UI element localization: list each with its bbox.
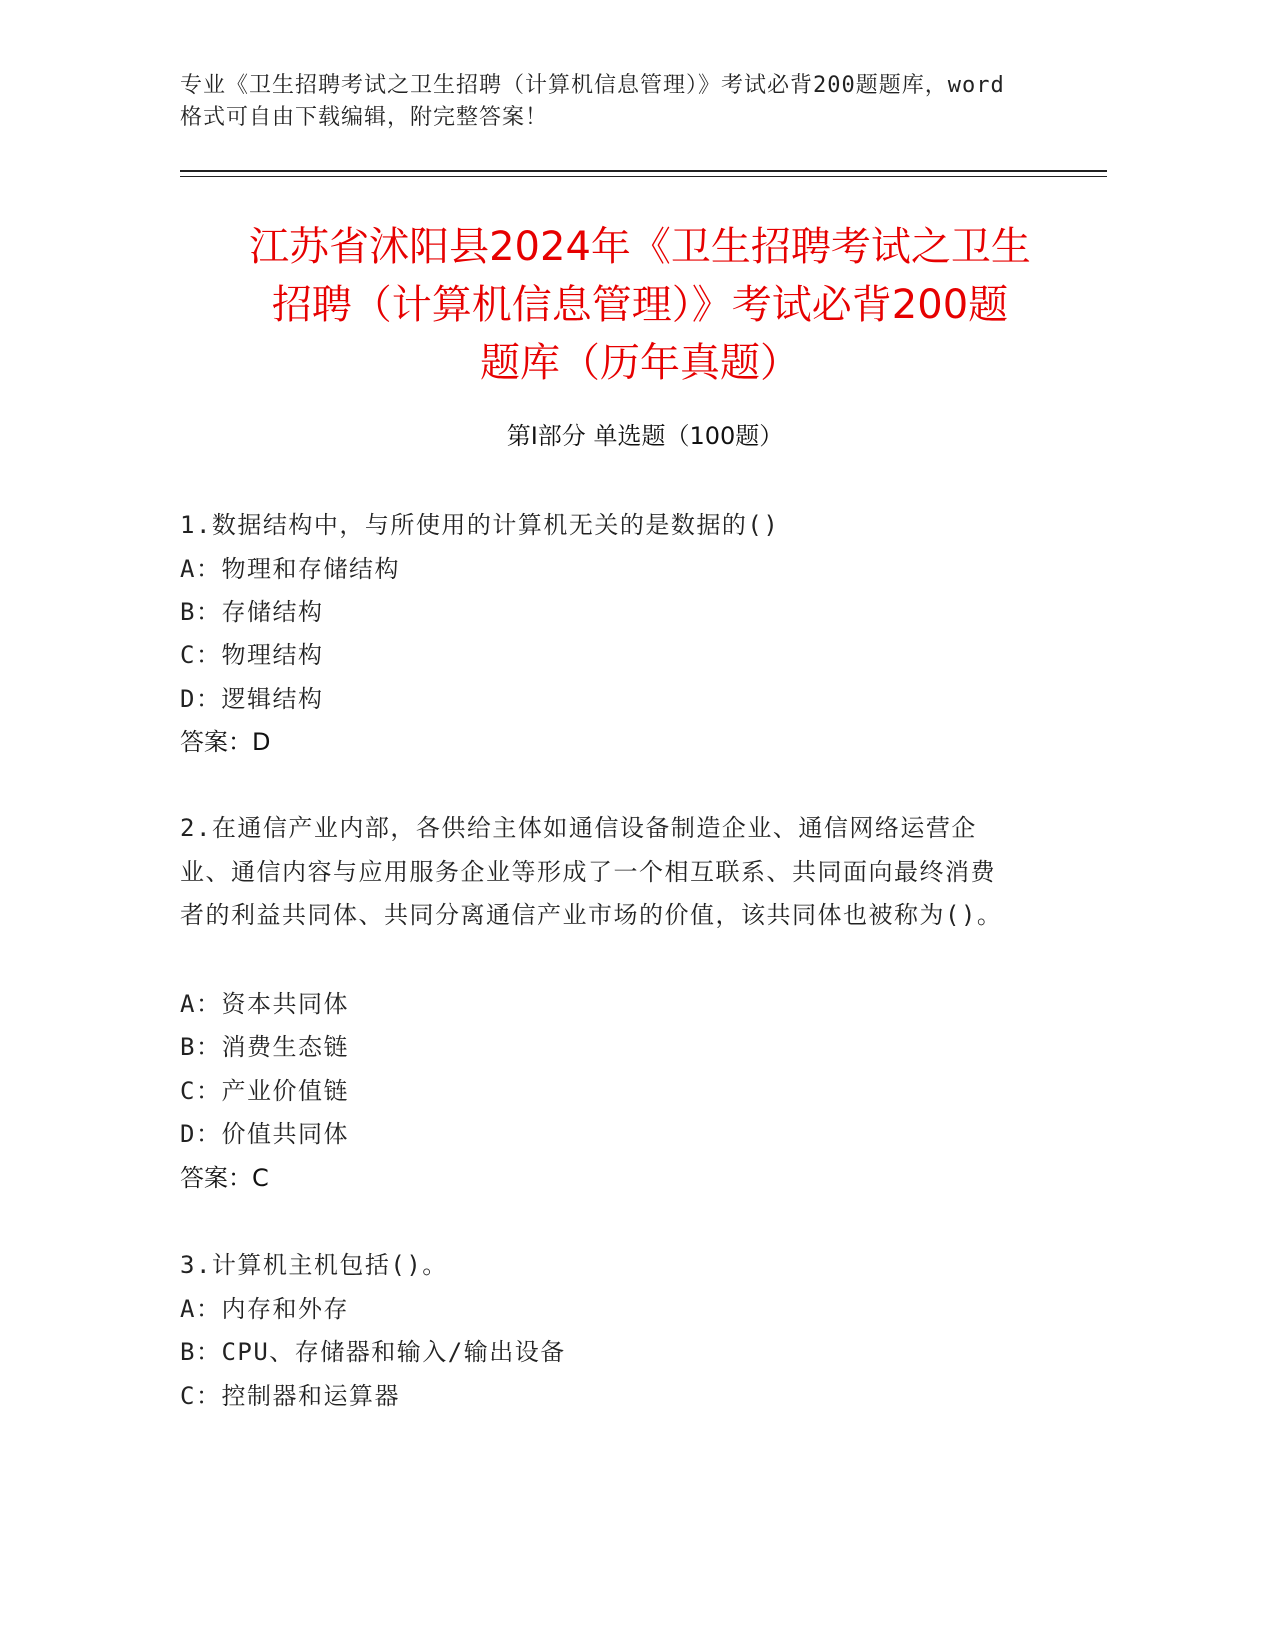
document-title: [175, 218, 1105, 392]
option-b: B：存储结构: [180, 598, 324, 626]
intro-text: [180, 70, 1110, 134]
option-d: D：逻辑结构: [180, 685, 324, 713]
answer-label: 答案：C: [180, 1164, 269, 1192]
title-line-2: 招聘（计算机信息管理）》考试必背200题: [271, 282, 1009, 328]
option-a: A：内存和外存: [180, 1295, 349, 1323]
option-d: D：价值共同体: [180, 1120, 349, 1148]
answer-label: 答案：D: [180, 728, 271, 756]
title-line-3: 题库（历年真题）: [480, 340, 800, 386]
option-b: B：消费生态链: [180, 1033, 349, 1061]
question-stem: 2.在通信产业内部，各供给主体如通信设备制造企业、通信网络运营企业、通信内容与应用服务企业等形成了一个相互联系、共同面向最终消费者的利益共同体、共同分离通信产业市场的价值，该共同体也被称为()。: [180, 814, 1003, 929]
title-line-1: 江苏省沭阳县2024年《卫生招聘考试之卫生: [249, 224, 1031, 270]
question-stem: 3.计算机主机包括()。: [180, 1251, 448, 1279]
option-b: B：CPU、存储器和输入/输出设备: [180, 1338, 566, 1366]
option-a: A：物理和存储结构: [180, 555, 400, 583]
intro-line-2: 格式可自由下载编辑，附完整答案！: [180, 105, 549, 130]
section-heading: 第I部分 单选题（100题）: [506, 422, 784, 450]
option-c: C：控制器和运算器: [180, 1382, 400, 1410]
option-c: C：物理结构: [180, 641, 324, 669]
option-a: A：资本共同体: [180, 990, 349, 1018]
option-c: C：产业价值链: [180, 1077, 349, 1105]
question-stem: 1.数据结构中，与所使用的计算机无关的是数据的(): [180, 511, 780, 539]
intro-line-1: 专业《卫生招聘考试之卫生招聘（计算机信息管理）》考试必背200题题库，word: [180, 73, 1005, 98]
header-divider-thin: [180, 176, 1107, 177]
header-divider-thick: [180, 170, 1107, 172]
